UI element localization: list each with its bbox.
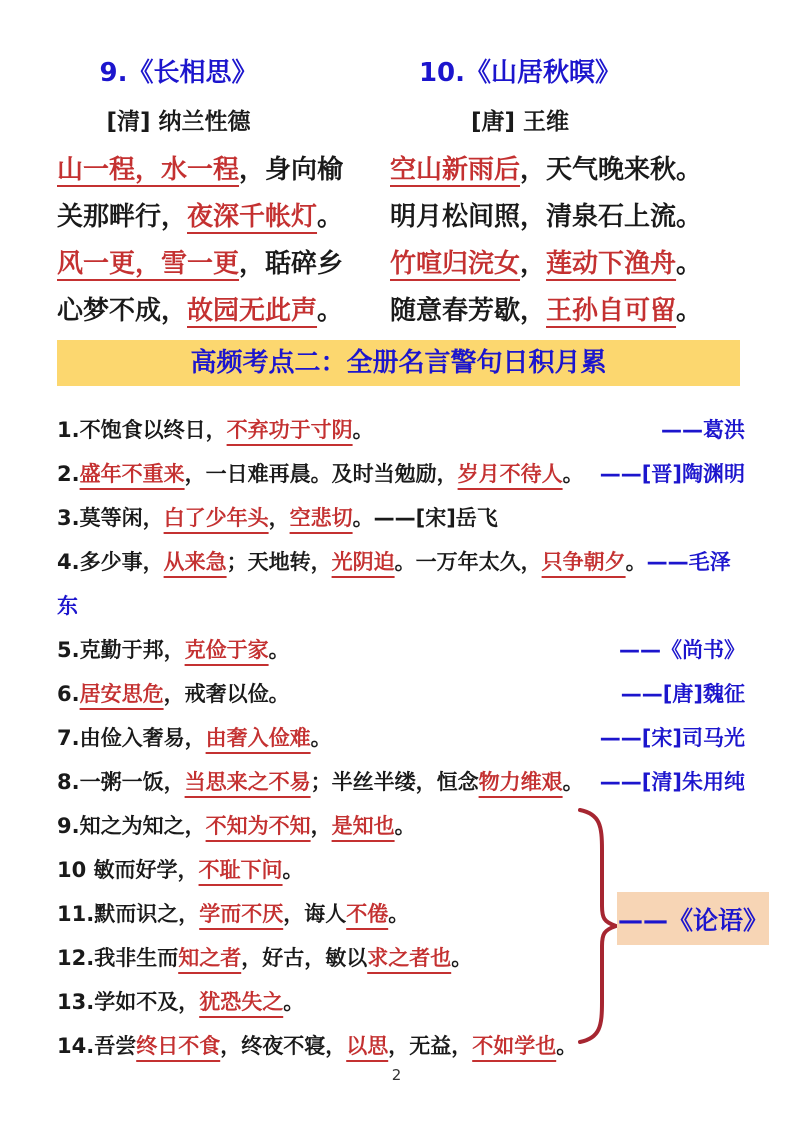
text-segment: 不如学也 — [472, 1034, 557, 1058]
text-segment: 。 — [625, 550, 647, 574]
text-segment: 盛年不重来 — [79, 462, 185, 486]
text-segment: ，诲人 — [283, 902, 347, 926]
text-segment: 7.由俭入奢易， — [57, 726, 206, 750]
text-segment: 。 — [268, 638, 290, 662]
quote-row — [57, 804, 745, 848]
quote-text — [57, 804, 416, 848]
text-segment: 山一程，水一程 — [57, 155, 240, 185]
poem-line — [390, 288, 740, 335]
quote-row — [57, 628, 745, 672]
text-segment: 从来急 — [163, 550, 227, 574]
text-segment: 不倦 — [346, 902, 389, 926]
quote-text — [57, 496, 498, 540]
quote-row — [57, 408, 745, 452]
text-segment: 当思来之不易 — [184, 770, 311, 794]
text-segment: 。一万年太久， — [394, 550, 542, 574]
poem-shanjuqiuming — [390, 58, 740, 335]
poem-line — [57, 288, 360, 335]
quote-row — [57, 1024, 745, 1068]
poem-line — [57, 241, 360, 288]
quote-text — [57, 672, 290, 716]
quote-row — [57, 584, 745, 628]
text-segment: 。 — [676, 249, 703, 279]
text-segment: 。 — [283, 990, 305, 1014]
text-segment: 关那畔行， — [57, 202, 188, 232]
page-number: 2 — [391, 1066, 402, 1084]
quote-attribution: ——葛洪 — [661, 418, 745, 442]
text-segment: 只争朝夕 — [541, 550, 626, 574]
quotes-list — [57, 408, 745, 1068]
text-segment: 知之者 — [178, 946, 242, 970]
text-segment: ，好古，敏以 — [241, 946, 368, 970]
text-segment: ；天地转， — [226, 550, 332, 574]
poem-header — [57, 58, 360, 137]
text-segment: 。 — [676, 296, 703, 326]
text-segment: 。 — [451, 946, 473, 970]
text-segment: 11.默而识之， — [57, 902, 200, 926]
text-segment: 8.一粥一饭， — [57, 770, 185, 794]
quote-row — [57, 848, 745, 892]
poem-lines — [57, 147, 360, 335]
quote-row — [57, 452, 745, 496]
text-segment: 4.多少事， — [57, 550, 164, 574]
text-segment: 。——[宋]岳飞 — [352, 506, 498, 530]
quote-text — [57, 540, 731, 584]
text-segment: 以思 — [346, 1034, 389, 1058]
text-segment: ，聒碎乡 — [239, 249, 344, 279]
text-segment: 5.克勤于邦， — [57, 638, 185, 662]
quote-text — [57, 848, 304, 892]
text-segment: 克俭于家 — [184, 638, 269, 662]
poem-line — [57, 147, 360, 194]
text-segment: 随意春芳歇， — [390, 296, 547, 326]
quote-text — [57, 716, 332, 760]
quote-row — [57, 760, 745, 804]
text-segment: 空山新雨后 — [390, 155, 521, 185]
section-banner: 高频考点二：全册名言警句日积月累 — [57, 340, 740, 386]
quote-text — [57, 980, 304, 1024]
text-segment: ；半丝半缕，恒念 — [310, 770, 479, 794]
quote-attribution: ——[唐]魏征 — [620, 682, 745, 706]
text-segment: 3.莫等闲， — [57, 506, 164, 530]
poems-section — [0, 0, 793, 335]
poem-title: 10.《山居秋暝》 — [418, 58, 622, 88]
quote-row — [57, 980, 745, 1024]
text-segment: 是知也 — [331, 814, 395, 838]
quote-row — [57, 716, 745, 760]
text-segment: ，无益， — [388, 1034, 473, 1058]
text-segment: 岁月不待人 — [457, 462, 563, 486]
text-segment: 1.不饱食以终日， — [57, 418, 227, 442]
text-segment: ，身向榆 — [239, 155, 344, 185]
text-segment: ，天气晚来秋。 — [520, 155, 703, 185]
text-segment: ， — [268, 506, 290, 530]
quote-text — [57, 628, 290, 672]
text-segment: 终日不食 — [136, 1034, 221, 1058]
poem-title: 9.《长相思》 — [99, 58, 258, 88]
quote-text — [57, 1024, 577, 1068]
text-segment: 。 — [562, 770, 584, 794]
text-segment: 6. — [57, 682, 80, 706]
text-segment: 故园无此声 — [187, 296, 318, 326]
text-segment: 王孙自可留 — [546, 296, 677, 326]
text-segment: 不知为不知 — [205, 814, 311, 838]
text-segment: 物力维艰 — [478, 770, 563, 794]
text-segment: 学而不厌 — [199, 902, 284, 926]
quote-attribution: ——[晋]陶渊明 — [599, 462, 745, 486]
text-segment: 东 — [57, 594, 78, 618]
poem-author: [清] 纳兰性德 — [106, 109, 251, 135]
poem-header — [390, 58, 740, 137]
text-segment: 求之者也 — [367, 946, 452, 970]
quote-row — [57, 672, 745, 716]
text-segment: ——毛泽 — [646, 550, 731, 574]
text-segment: 。 — [562, 462, 584, 486]
text-segment: ，一日难再晨。及时当勉励， — [184, 462, 458, 486]
text-segment: 犹恐失之 — [199, 990, 284, 1014]
text-segment: 莲动下渔舟 — [546, 249, 677, 279]
text-segment: ， — [520, 249, 547, 279]
text-segment: 居安思危 — [79, 682, 164, 706]
quote-text — [57, 760, 584, 804]
lunyu-attribution-label: ——《论语》 — [617, 905, 768, 935]
text-segment: ，终夜不寝， — [220, 1034, 347, 1058]
poem-author: [唐] 王维 — [470, 109, 570, 135]
text-segment: 2. — [57, 462, 80, 486]
text-segment: 心梦不成， — [57, 296, 188, 326]
poem-changxiangsi — [57, 58, 360, 335]
text-segment: 。 — [282, 858, 304, 882]
quote-text — [57, 892, 409, 936]
text-segment: 由奢入俭难 — [205, 726, 311, 750]
poem-line — [390, 194, 740, 241]
poem-line — [390, 147, 740, 194]
quote-row — [57, 496, 745, 540]
quote-row — [57, 540, 745, 584]
poem-line — [390, 241, 740, 288]
text-segment: 不弃功于寸阴 — [226, 418, 353, 442]
text-segment: ， — [310, 814, 332, 838]
text-segment: 12.我非生而 — [57, 946, 179, 970]
quote-text — [57, 584, 78, 628]
text-segment: 。 — [310, 726, 332, 750]
quote-text — [57, 408, 374, 452]
curly-brace-icon — [574, 806, 620, 1046]
text-segment: 。 — [388, 902, 410, 926]
poem-lines — [390, 147, 740, 335]
text-segment: 14.吾尝 — [57, 1034, 137, 1058]
text-segment: 9.知之为知之， — [57, 814, 206, 838]
text-segment: 10 敏而好学， — [57, 858, 199, 882]
quote-text — [57, 452, 584, 496]
text-segment: 空悲切 — [289, 506, 353, 530]
text-segment: 。 — [317, 296, 344, 326]
lunyu-attribution-box — [617, 892, 769, 945]
quote-attribution: ——《尚书》 — [619, 638, 745, 662]
text-segment: 光阴迫 — [331, 550, 395, 574]
quote-attribution: ——[清]朱用纯 — [599, 770, 745, 794]
poem-line — [57, 194, 360, 241]
text-segment: 。 — [394, 814, 416, 838]
text-segment: 竹喧归浣女 — [390, 249, 521, 279]
text-segment: 风一更，雪一更 — [57, 249, 240, 279]
text-segment: 。 — [352, 418, 374, 442]
text-segment: 。 — [317, 202, 344, 232]
text-segment: 。 — [556, 1034, 578, 1058]
text-segment: 13.学如不及， — [57, 990, 200, 1014]
text-segment: 不耻下问 — [198, 858, 283, 882]
quote-text — [57, 936, 472, 980]
text-segment: 白了少年头 — [163, 506, 269, 530]
quote-attribution: ——[宋]司马光 — [599, 726, 745, 750]
text-segment: ，戒奢以俭。 — [163, 682, 290, 706]
text-segment: 明月松间照，清泉石上流。 — [390, 202, 703, 232]
text-segment: 夜深千帐灯 — [187, 202, 318, 232]
